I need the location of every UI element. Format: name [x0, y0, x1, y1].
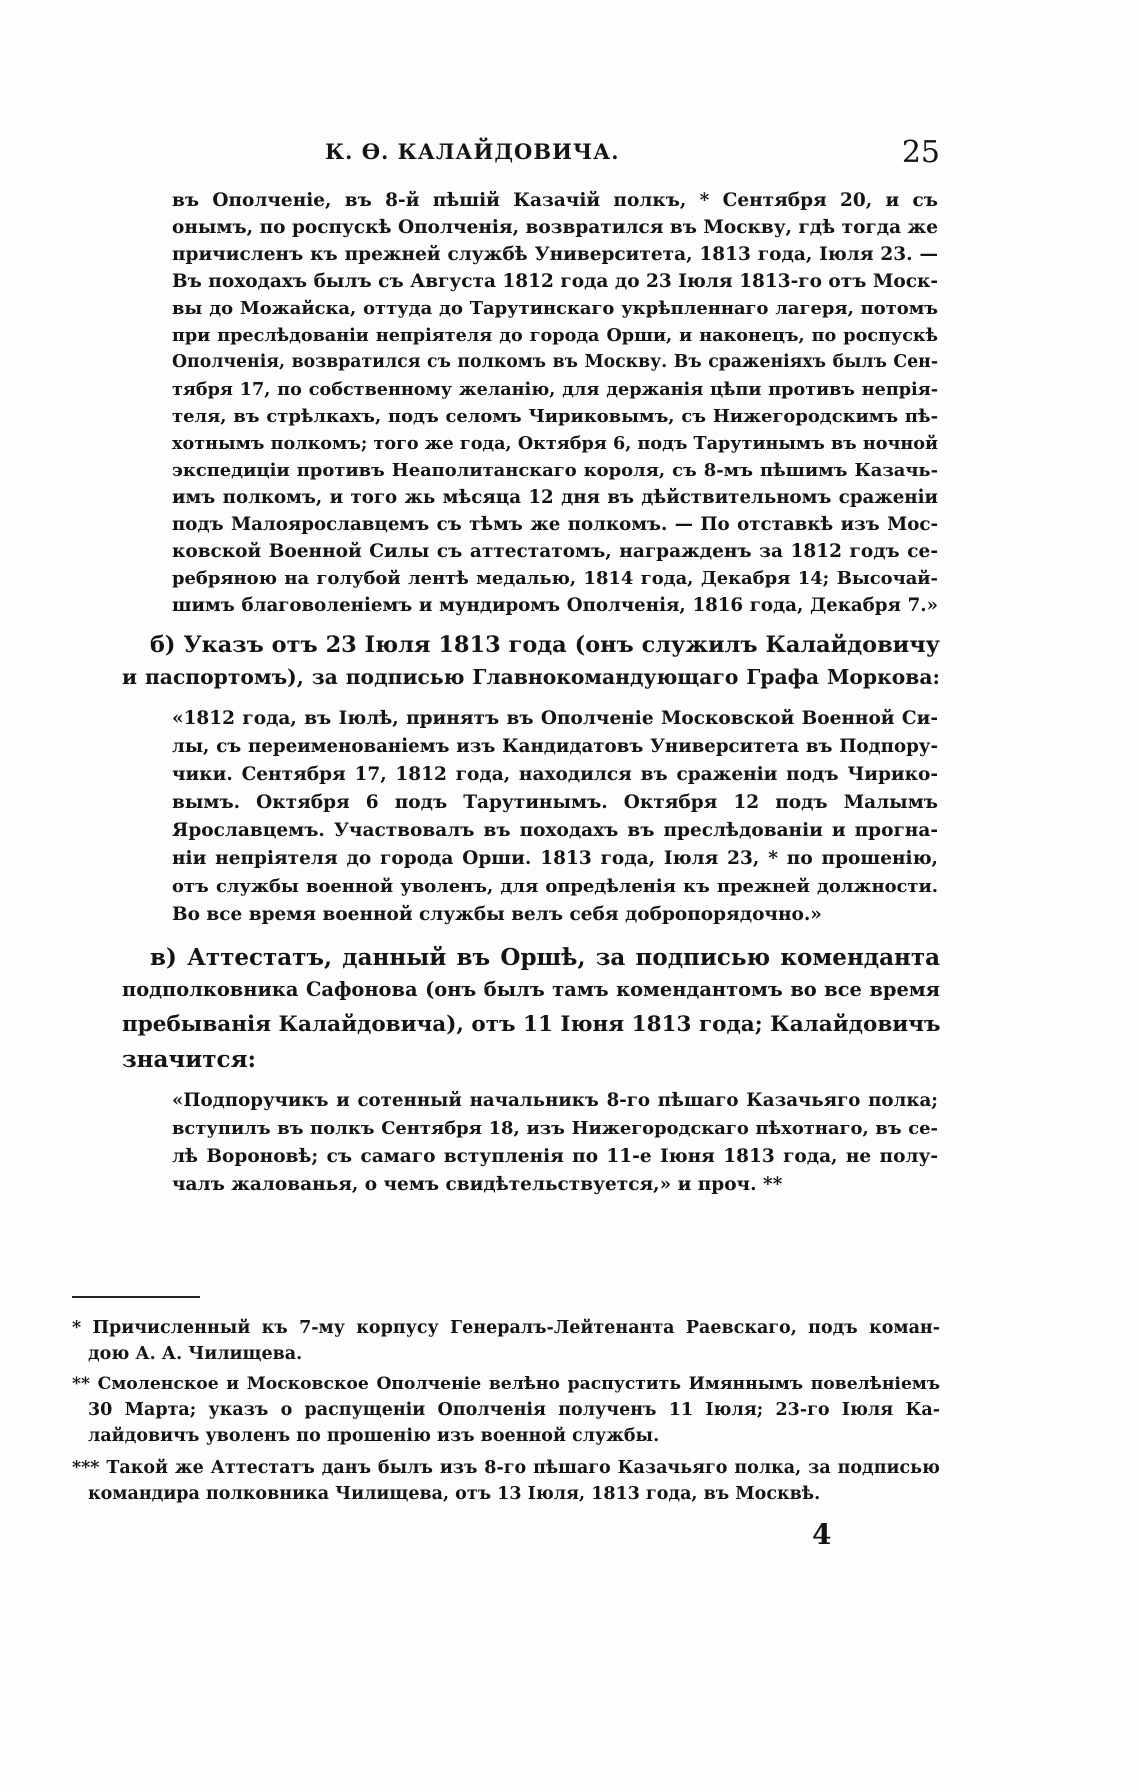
footnote-line: дою А. А. Чилищева. [88, 1344, 303, 1364]
text-line: лѣ Вороновѣ; съ самаго вступленія по 11-е Іюня 1813 года, не полу- [172, 1146, 938, 1167]
footnote-line: *** Такой же Аттестатъ данъ былъ изъ 8-го пѣшаго Казачьяго полка, за подписью [72, 1458, 940, 1478]
text-line: ковской Военной Силы съ аттестатомъ, награжденъ за 1812 годъ се- [172, 541, 938, 562]
text-line: Ополченія, возвратился съ полкомъ въ Москву. Въ сраженіяхъ былъ Сен- [172, 352, 938, 372]
text-line: вступилъ въ полкъ Сентября 18, изъ Нижегородскаго пѣхотнаго, въ се- [172, 1118, 938, 1139]
text-line: при преслѣдованіи непріятеля до города Орши, и наконецъ, по роспускѣ [172, 325, 938, 346]
paragraph-line: б) Указъ отъ 23 Іюля 1813 года (онъ служилъ Калайдовичу [150, 632, 940, 658]
paragraph-line: подполковника Сафонова (онъ былъ тамъ комендантомъ во все время [122, 978, 940, 1001]
signature-mark: 4 [812, 1518, 832, 1551]
text-line: Ярославцемъ. Участвовалъ въ походахъ въ преслѣдованіи и прогна- [172, 820, 938, 841]
text-line: тября 17, по собственному желанію, для держанія цѣпи противъ непрія- [172, 379, 938, 400]
paragraph-line: значится: [122, 1046, 257, 1073]
paragraph-line: и паспортомъ), за подписью Главнокомандующаго Графа Моркова: [122, 665, 940, 689]
text-line: онымъ, по роспускѣ Ополченія, возвратился въ Москву, гдѣ тогда же [172, 217, 938, 238]
text-line: Въ походахъ былъ съ Августа 1812 года до 23 Іюля 1813-го отъ Моск- [172, 271, 938, 292]
text-line: чалъ жалованья, о чемъ свидѣтельствуется,» и проч. ** [172, 1174, 783, 1195]
text-line: теля, въ стрѣлкахъ, подъ селомъ Чириковымъ, съ Нижегородскимъ пѣ- [172, 406, 938, 427]
text-line: лы, съ переименованіемъ изъ Кандидатовъ Университета въ Подпору- [172, 736, 938, 757]
text-line: въ Ополченіе, въ 8-й пѣшій Казачій полкъ, * Сентября 20, и съ [172, 190, 938, 211]
text-line: имъ полкомъ, и того жь мѣсяца 12 дня въ дѣйствительномъ сраженіи [172, 487, 938, 508]
text-line: отъ службы военной уволенъ, для опредѣленія къ прежней должности. [172, 876, 938, 897]
text-line: «1812 года, въ Іюлѣ, принятъ въ Ополченіе Московской Военной Си- [172, 708, 938, 729]
footnote-line: командира полковника Чилищева, отъ 13 Іюля, 1813 года, въ Москвѣ. [88, 1484, 821, 1504]
text-line: чики. Сентября 17, 1812 года, находился въ сраженіи подъ Чирико- [172, 764, 938, 785]
text-line: ніи непріятеля до города Орши. 1813 года, Іюля 23, * по прошенію, [172, 848, 938, 869]
text-line: хотнымъ полкомъ; того же года, Октября 6, подъ Тарутинымъ въ ночной [172, 433, 938, 454]
footnote-line: 30 Марта; указъ о распущеніи Ополченія полученъ 11 Іюля; 23-го Іюля Ка- [88, 1400, 940, 1420]
text-line: ребряною на голубой лентѣ медалью, 1814 года, Декабря 14; Высочай- [172, 568, 938, 589]
text-line: вымъ. Октября 6 подъ Тарутинымъ. Октября 12 подъ Малымъ [172, 792, 938, 813]
footnote-line: лайдовичъ уволенъ по прошенію изъ военной службы. [88, 1426, 660, 1446]
running-header [150, 135, 940, 175]
paragraph-line: пребыванія Калайдовича), отъ 11 Іюня 1813 года; Калайдовичъ [122, 1012, 941, 1037]
text-line: шимъ благоволеніемъ и мундиромъ Ополченія, 1816 года, Декабря 7.» [172, 595, 938, 616]
text-line: вы до Можайска, оттуда до Тарутинскаго укрѣпленнаго лагеря, потомъ [172, 298, 938, 319]
paragraph-line: в) Аттестатъ, данный въ Оршѣ, за подписью коменданта [150, 944, 940, 971]
header-title: К. Ѳ. КАЛАЙДОВИЧА. [325, 139, 620, 164]
footnote-divider [72, 1296, 200, 1298]
text-line: подъ Малоярославцемъ съ тѣмъ же полкомъ. — По отставкѣ изъ Мос- [172, 514, 938, 535]
text-line: Во все время военной службы велъ себя добропорядочно.» [172, 904, 822, 925]
footnote-line: * Причисленный къ 7-му корпусу Генералъ-Лейтенанта Раевскаго, подъ коман- [72, 1318, 940, 1338]
text-line: экспедиціи противъ Неаполитанскаго короля, съ 8-мъ пѣшимъ Казачь- [172, 460, 938, 481]
footnote-line: ** Смоленское и Московское Ополченіе велѣно распустить Имяннымъ повелѣніемъ [72, 1374, 940, 1394]
page-number: 25 [901, 135, 940, 170]
text-line: причисленъ къ прежней службѣ Университета, 1813 года, Іюля 23. — [172, 244, 938, 265]
text-line: «Подпоручикъ и сотенный начальникъ 8-го пѣшаго Казачьяго полка; [172, 1090, 938, 1111]
